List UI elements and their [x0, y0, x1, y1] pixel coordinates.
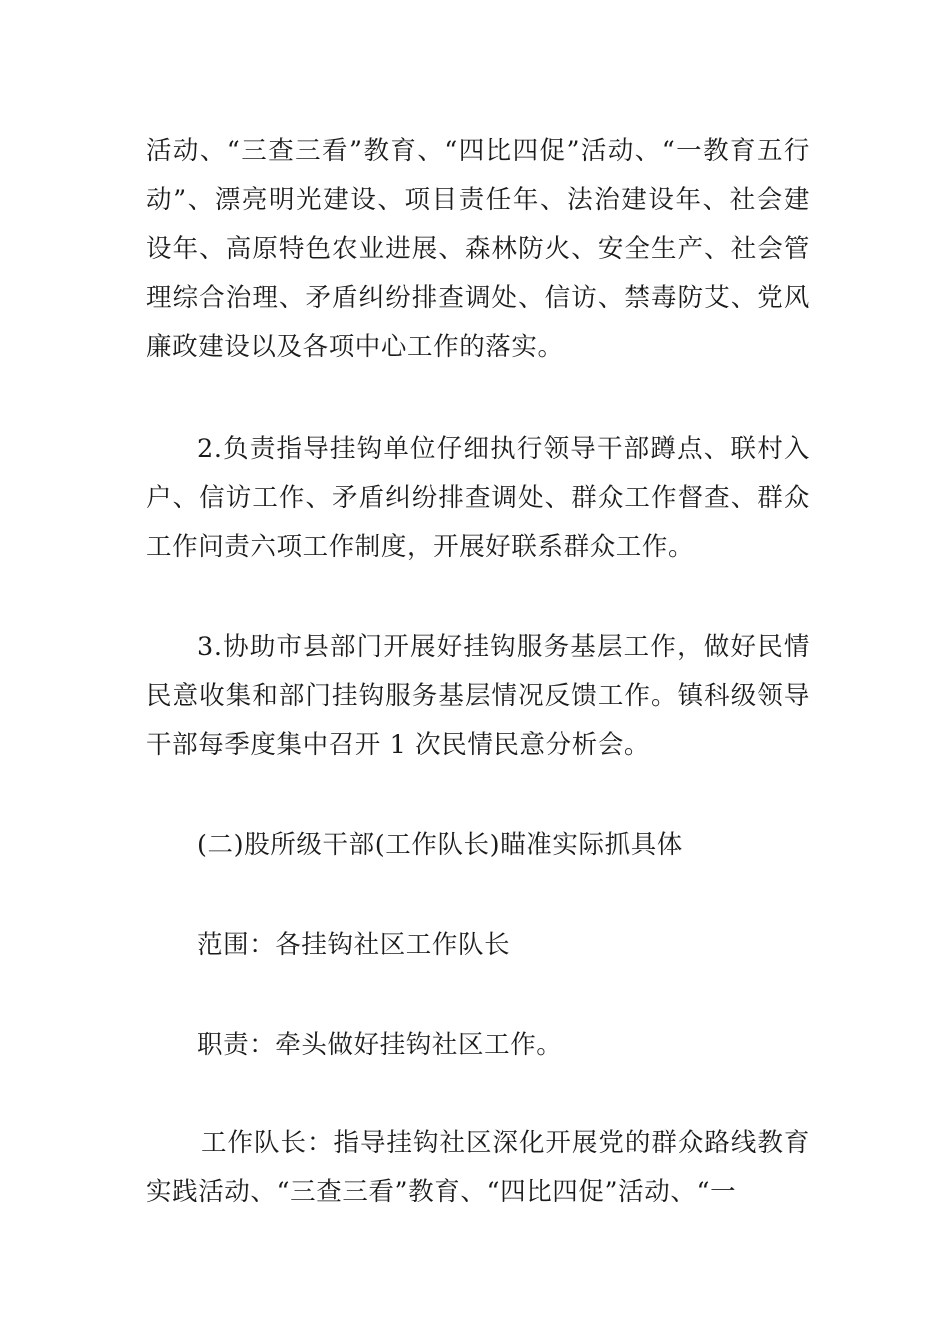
duty-paragraph: 职责：牵头做好挂钩社区工作。 — [197, 1030, 563, 1060]
section-heading: (二)股所级干部(工作队长)瞄准实际抓具体 — [197, 830, 683, 860]
paragraph-item-3: 3.协助市县部门开展好挂钩服务基层工作，做好民情民意收集和部门挂钩服务基层情况反馈工作。镇科级领导干部每季度集中召开 1 次民情民意分析会。 — [146, 632, 810, 760]
paragraph-item-2: 2.负责指导挂钩单位仔细执行领导干部蹲点、联村入户、信访工作、矛盾纠纷排查调处、群众工作督查、群众工作问责六项工作制度，开展好联系群众工作。 — [146, 434, 810, 562]
paragraph-continuation: 活动、“三查三看”教育、“四比四促”活动、“一教育五行动”、漂亮明光建设、项目责任年、法治建设年、社会建设年、高原特色农业进展、森林防火、安全生产、社会管理综合治理、矛盾纠纷排查调处、信访、禁毒防艾、党风廉政建设以及各项中心工作的落实。 — [146, 136, 810, 362]
scope-paragraph: 范围：各挂钩社区工作队长 — [197, 930, 511, 960]
team-leader-paragraph: 工作队长：指导挂钩社区深化开展党的群众路线教育实践活动、“三查三看”教育、“四比四促”活动、“一 — [146, 1128, 810, 1207]
